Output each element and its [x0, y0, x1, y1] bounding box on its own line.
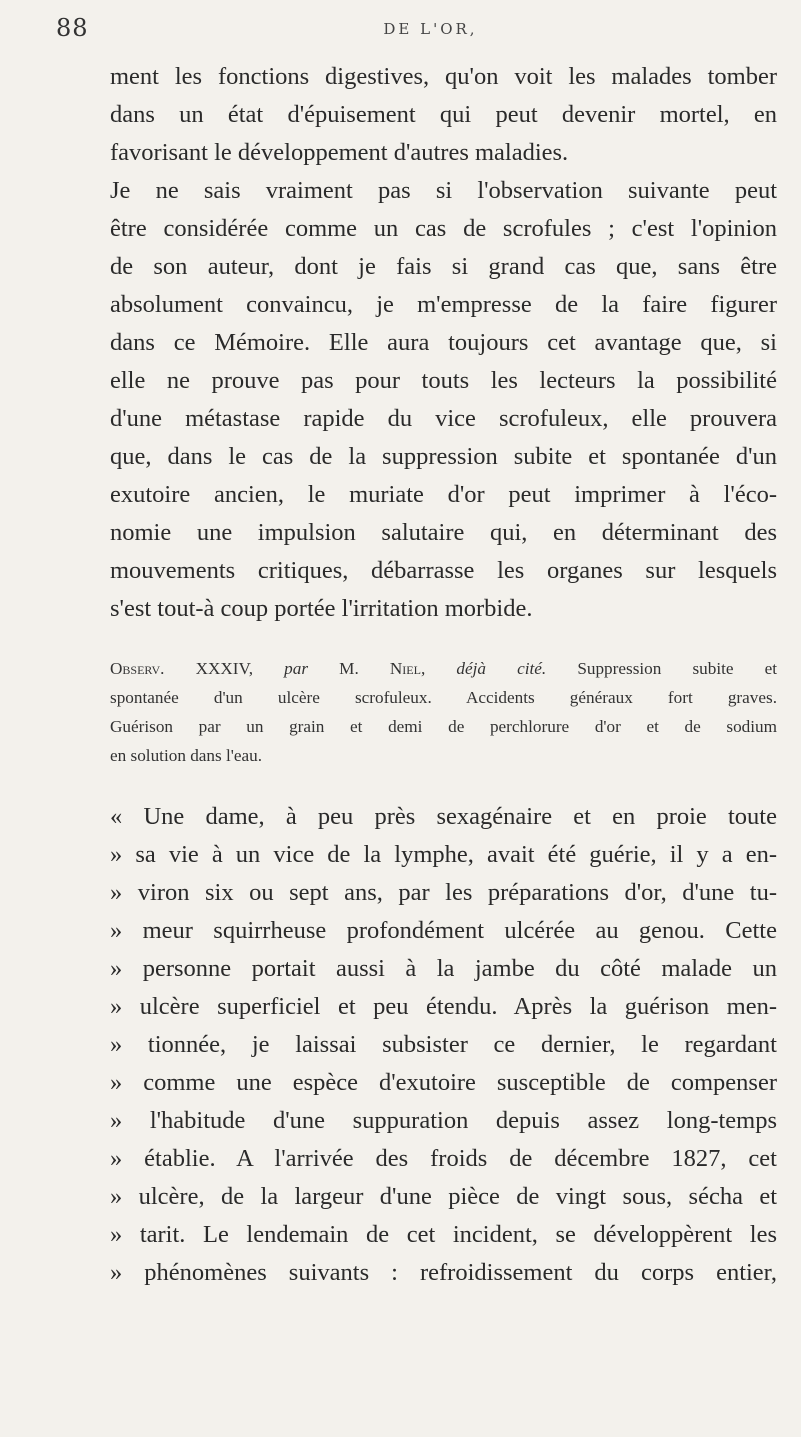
observation-cited: déjà cité.	[456, 659, 547, 678]
page-number: 88	[56, 14, 89, 42]
observation-heading	[110, 654, 777, 770]
quote-line: » meur squirrheuse profondément ulcérée au genou. Cette	[110, 917, 777, 944]
paragraph-introduction	[110, 172, 777, 628]
quoted-case-report	[110, 798, 777, 1292]
text-line: nomie une impulsion salutaire qui, en déterminant des	[110, 519, 777, 546]
text-line: de son auteur, dont je fais si grand cas que, sans être	[110, 253, 777, 280]
paragraph-continued	[110, 58, 777, 172]
text-line: d'une métastase rapide du vice scrofuleux, elle prouvera	[110, 405, 777, 432]
quote-line: » l'habitude d'une suppuration depuis assez long-temps	[110, 1107, 777, 1134]
observation-by: par	[284, 659, 309, 678]
observation-summary-line: Guérison par un grain et demi de perchlorure d'or et de sodium	[110, 717, 777, 736]
text-line: dans ce Mémoire. Elle aura toujours cet avantage que, si	[110, 329, 777, 356]
text-line: mouvements critiques, débarrasse les organes sur lesquels	[110, 557, 777, 584]
observation-label: Observ.	[110, 659, 165, 678]
text-line: s'est tout-à coup portée l'irritation morbide.	[110, 595, 533, 622]
quote-line: » ulcère superficiel et peu étendu. Après la guérison men-	[110, 993, 777, 1020]
running-head: DE L'OR,	[383, 20, 478, 38]
text-line: Je ne sais vraiment pas si l'observation suivante peut	[110, 177, 777, 204]
observation-summary-start: Suppression subite et	[577, 659, 778, 678]
observation-summary-line: spontanée d'un ulcère scrofuleux. Accidents généraux fort graves.	[110, 688, 777, 707]
text-line: elle ne prouve pas pour touts les lecteurs la possibilité	[110, 367, 777, 394]
quote-line: » personne portait aussi à la jambe du côté malade un	[110, 955, 777, 982]
text-line: favorisant le développement d'autres maladies.	[110, 139, 569, 166]
text-line: dans un état d'épuisement qui peut devenir mortel, en	[110, 101, 777, 128]
observation-title-line: Observ. XXXIV, par M. Niel, déjà cité. Suppression subite et	[110, 659, 778, 678]
observation-summary-line: en solution dans l'eau.	[110, 746, 263, 765]
text-line: ment les fonctions digestives, qu'on voit les malades tomber	[110, 63, 777, 90]
text-line: absolument convaincu, je m'empresse de la faire figurer	[110, 291, 777, 318]
author-initial: M.	[339, 659, 359, 678]
quote-line: » tarit. Le lendemain de cet incident, se développèrent les	[110, 1221, 777, 1248]
quote-line: » phénomènes suivants : refroidissement du corps entier,	[110, 1259, 777, 1286]
text-line: que, dans le cas de la suppression subite et spontanée d'un	[110, 443, 777, 470]
observation-author: Niel	[389, 659, 421, 678]
text-line: exutoire ancien, le muriate d'or peut imprimer à l'éco-	[110, 481, 777, 508]
quote-line: » ulcère, de la largeur d'une pièce de vingt sous, sécha et	[110, 1183, 777, 1210]
quote-line: « Une dame, à peu près sexagénaire et en proie toute	[110, 803, 777, 830]
text-line: être considérée comme un cas de scrofules ; c'est l'opinion	[110, 215, 777, 242]
observation-number: XXXIV	[195, 659, 249, 678]
quote-line: » viron six ou sept ans, par les préparations d'or, d'une tu-	[110, 879, 777, 906]
quote-line: » établie. A l'arrivée des froids de décembre 1827, cet	[110, 1145, 777, 1172]
quote-line: » comme une espèce d'exutoire susceptible de compenser	[110, 1069, 777, 1096]
quote-line: » sa vie à un vice de la lymphe, avait été guérie, il y a en-	[110, 841, 777, 868]
quote-line: » tionnée, je laissai subsister ce dernier, le regardant	[110, 1031, 777, 1058]
